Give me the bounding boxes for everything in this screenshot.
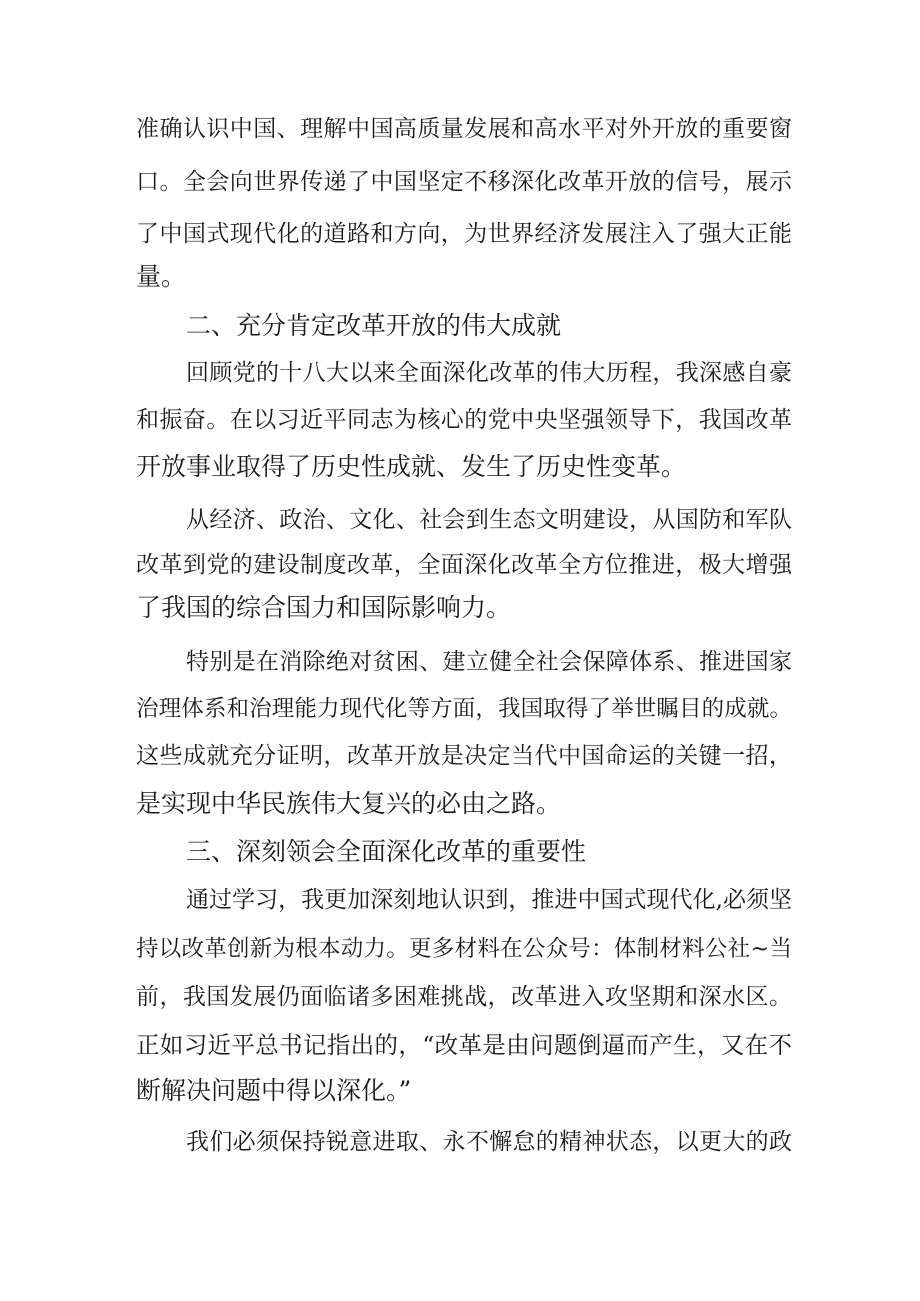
paragraph-line: 准确认识中国、理解中国高质量发展和高水平对外开放的重要窗 — [136, 116, 792, 142]
paragraph-line: 通过学习，我更加深刻地认识到，推进中国式现代化,必须坚 — [186, 887, 792, 913]
section-heading: 二、充分肯定改革开放的伟大成就 — [186, 311, 562, 340]
paragraph-line: 回顾党的十八大以来全面深化改革的伟大历程，我深感自豪 — [186, 360, 792, 386]
paragraph-line: 这些成就充分证明，改革开放是决定当代中国命运的关键一招， — [136, 743, 792, 769]
paragraph-line: 和振奋。在以习近平同志为核心的党中央坚强领导下，我国改革 — [136, 407, 792, 433]
paragraph-line: 了中国式现代化的道路和方向，为世界经济发展注入了强大正能 — [136, 221, 792, 247]
paragraph-line: 了我国的综合国力和国际影响力。 — [136, 593, 512, 622]
paragraph-line: 治理体系和治理能力现代化等方面，我国取得了举世瞩目的成就。 — [136, 696, 792, 722]
paragraph-line: 口。全会向世界传递了中国坚定不移深化改革开放的信号，展示 — [136, 169, 792, 195]
paragraph-line: 改革到党的建设制度改革，全面深化改革全方位推进，极大增强 — [136, 552, 792, 578]
paragraph-line: 持以改革创新为根本动力。更多材料在公众号：体制材料公社~当 — [136, 936, 792, 962]
paragraph-line: 我们必须保持锐意进取、永不懈怠的精神状态，以更大的政 — [186, 1129, 792, 1155]
paragraph-line: 量。 — [136, 262, 187, 291]
paragraph-line: 前，我国发展仍面临诸多困难挑战，改革进入攻坚期和深水区。 — [136, 984, 792, 1010]
paragraph-line: 从经济、政治、文化、社会到生态文明建设，从国防和军队 — [186, 507, 792, 533]
section-heading: 三、深刻领会全面深化改革的重要性 — [186, 837, 587, 866]
paragraph-line: 正如习近平总书记指出的，“改革是由问题倒逼而产生，又在不 — [136, 1031, 792, 1059]
paragraph-line: 是实现中华民族伟大复兴的必由之路。 — [136, 789, 562, 818]
paragraph-line: 特别是在消除绝对贫困、建立健全社会保障体系、推进国家 — [186, 649, 792, 675]
paragraph-line: 断解决问题中得以深化。” — [136, 1076, 412, 1105]
paragraph-line: 开放事业取得了历史性成就、发生了历史性变革。 — [136, 452, 687, 481]
